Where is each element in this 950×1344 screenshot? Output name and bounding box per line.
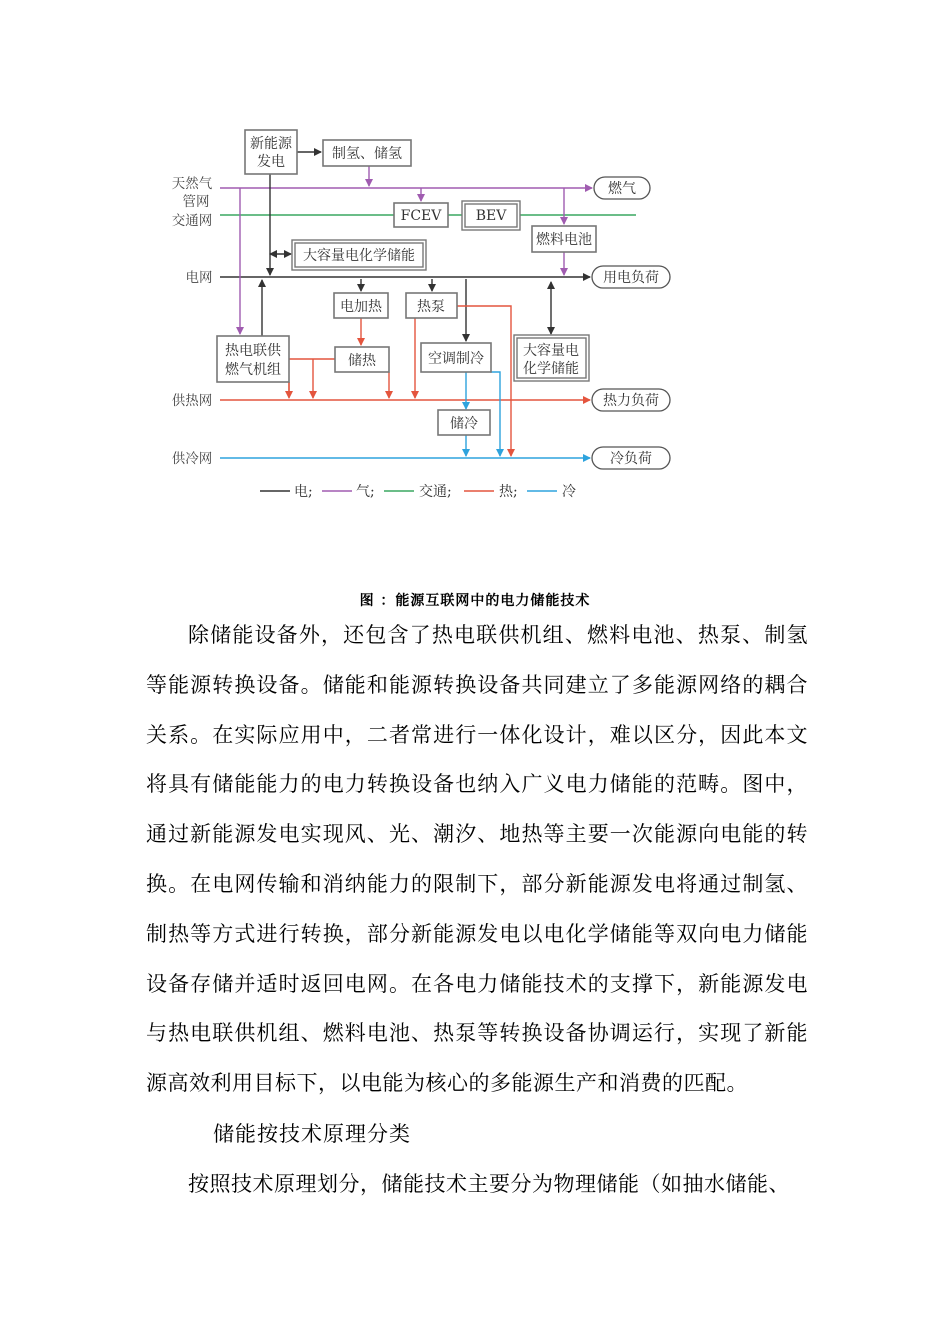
legend-traffic-label: 交通;: [419, 484, 452, 500]
svg-text:电加热: 电加热: [340, 299, 382, 315]
svg-text:储热: 储热: [348, 353, 376, 369]
section-heading: 储能按技术原理分类: [213, 1122, 411, 1146]
svg-text:冷负荷: 冷负荷: [610, 451, 652, 467]
svg-text:用电负荷: 用电负荷: [603, 270, 659, 286]
svg-text:储冷: 储冷: [450, 416, 478, 432]
svg-text:热力负荷: 热力负荷: [603, 393, 659, 409]
heat-load-oval: [592, 389, 670, 411]
new-energy-generation-box: [245, 130, 297, 174]
bev-box: [462, 201, 520, 230]
grid-label: 电网: [185, 270, 213, 286]
svg-text:大容量电化学储能: 大容量电化学储能: [523, 343, 579, 377]
electric-load-oval: [592, 266, 670, 288]
svg-text:新能源发电: 新能源发电: [250, 136, 292, 170]
svg-text:空调制冷: 空调制冷: [428, 351, 484, 367]
heat-pump-box: [406, 293, 457, 318]
large-storage-top-box: [292, 240, 426, 270]
svg-text:制氢、储氢: 制氢、储氢: [332, 146, 402, 162]
svg-text:热电联供燃气机组: 热电联供燃气机组: [225, 343, 281, 378]
gas-network-label: 天然气管网: [171, 176, 213, 210]
svg-text:FCEV: FCEV: [400, 208, 442, 224]
fcev-box: [394, 203, 448, 227]
chp-gas-unit-box: [217, 336, 289, 382]
electric-heating-box: [334, 293, 388, 318]
energy-internet-diagram: [0, 0, 950, 560]
svg-text:燃料电池: 燃料电池: [536, 232, 592, 248]
legend-cold-label: 冷: [562, 484, 576, 500]
heat-storage-box: [335, 347, 389, 372]
traffic-network-label: 交通网: [171, 213, 213, 229]
cold-load-oval: [592, 447, 670, 469]
ac-cooling-box: [421, 343, 491, 372]
legend: [260, 483, 576, 500]
body-paragraph-1: 除储能设备外，还包含了热电联供机组、燃料电池、热泵、制氢等能源转换设备。储能和能源转换设备共同建立了多能源网络的耦合关系。在实际应用中，二者常进行一体化设计，难以区分，因此本文将具有储能能力的电力转换设备也纳入广义电力储能的范畴。图中，通过新能源发电实现风、光、潮汐、地热等主要一次能源向电能的转换。在电网传输和消纳能力的限制下，部分新能源发电将通过制氢、制热等方式进行转换，部分新能源发电以电化学储能等双向电力储能设备存储并适时返回电网。在各电力储能技术的支撑下，新能源发电与热电联供机组、燃料电池、热泵等转换设备协调运行，实现了新能源高效利用目标下，以电能为核心的多能源生产和消费的匹配。: [146, 623, 808, 1096]
figure-caption: 图 ：能源互联网中的电力储能技术: [359, 593, 591, 609]
hydrogen-box: [323, 140, 411, 166]
legend-gas-label: 气;: [356, 484, 375, 500]
cold-network-label: 供冷网: [171, 451, 213, 467]
legend-electric-label: 电;: [294, 484, 313, 500]
svg-text:大容量电化学储能: 大容量电化学储能: [303, 248, 415, 264]
body-paragraph-2: 按照技术原理划分，储能技术主要分为物理储能（如抽水储能、: [188, 1172, 790, 1196]
fuel-cell-box: [532, 226, 596, 252]
svg-text:燃气: 燃气: [608, 181, 636, 197]
legend-heat-label: 热;: [499, 484, 518, 500]
svg-text:BEV: BEV: [475, 208, 507, 224]
heat-network-label: 供热网: [171, 393, 213, 409]
gas-load-oval: [594, 177, 650, 199]
large-storage-right-box: [514, 335, 589, 381]
svg-text:热泵: 热泵: [417, 299, 445, 315]
cold-storage-box: [438, 410, 490, 435]
